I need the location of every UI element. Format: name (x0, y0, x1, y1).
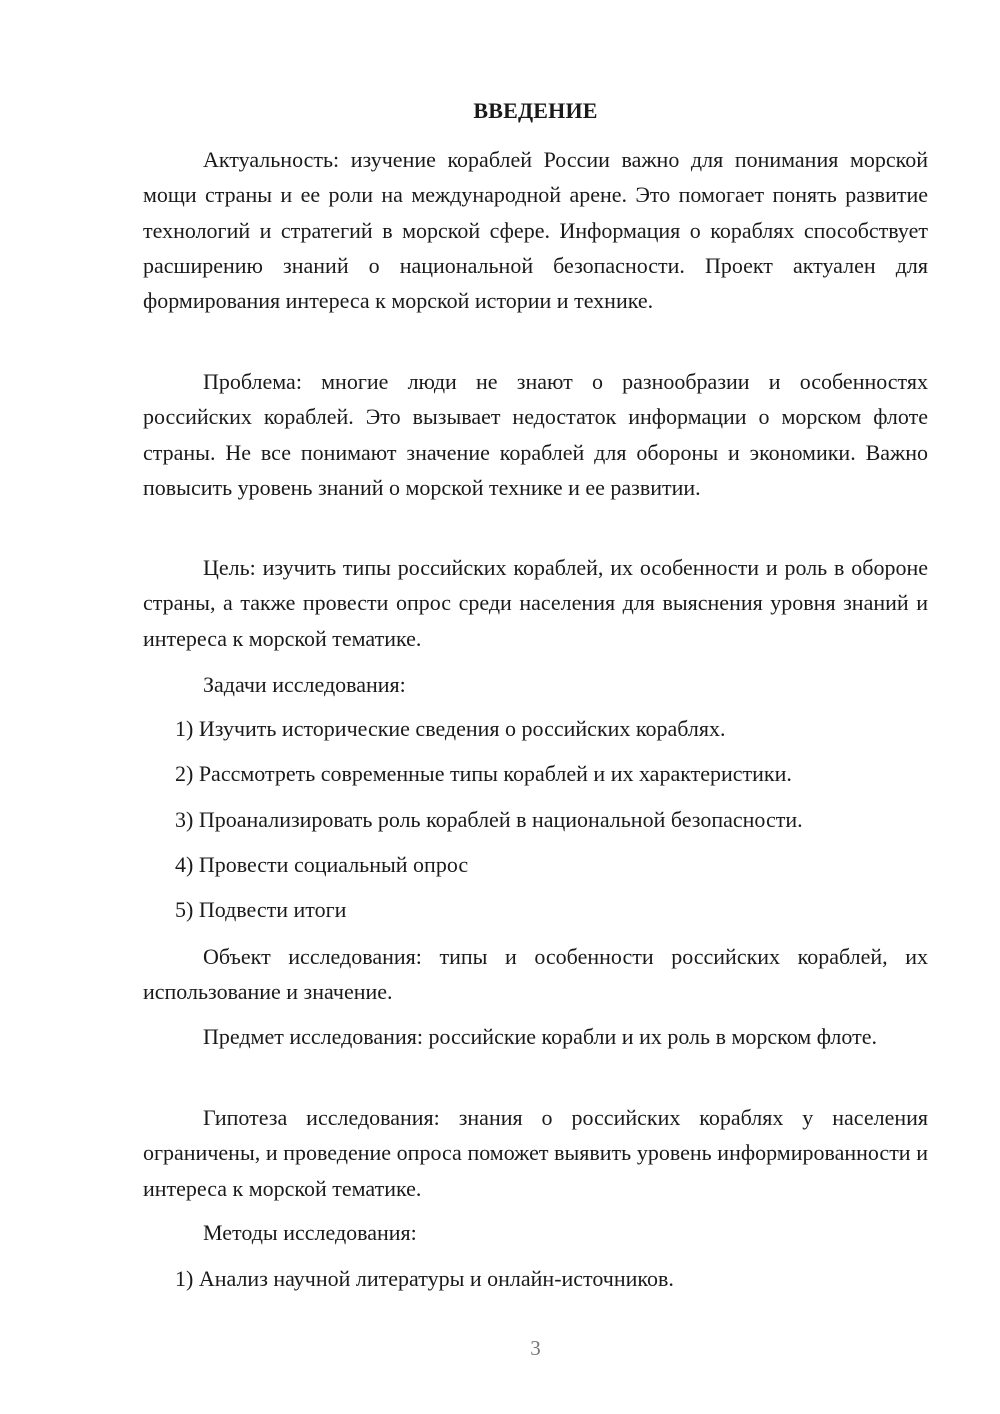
goal-paragraph: Цель: изучить типы российских кораблей, их особенности и роль в обороне страны, а также провести опрос среди населения для выяснения уровня знаний и интереса к морской тематике. (143, 555, 928, 651)
section-title: ВВЕДЕНИЕ (473, 98, 598, 123)
subject-paragraph: Предмет исследования: российские корабли и их роль в морском флоте. (203, 1024, 877, 1049)
list-item: 2) Рассмотреть современные типы кораблей и их характеристики. (175, 761, 792, 786)
problem-paragraph: Проблема: многие люди не знают о разнообразии и особенностях российских кораблей. Это вызывает недостаток информации о морском флоте страны. Не все понимают значение кораблей для обороны и экономики. Важно повысить уровень знаний о морской технике и ее развитии. (143, 369, 928, 500)
list-item: 1) Изучить исторические сведения о российских кораблях. (175, 716, 726, 741)
list-item: 3) Проанализировать роль кораблей в национальной безопасности. (175, 807, 803, 832)
methods-heading: Методы исследования: (203, 1220, 417, 1245)
list-item: 1) Анализ научной литературы и онлайн-источников. (175, 1266, 674, 1291)
list-item: 5) Подвести итоги (175, 897, 347, 922)
object-paragraph: Объект исследования: типы и особенности российских кораблей, их использование и значение. (143, 944, 928, 1005)
hypothesis-paragraph: Гипотеза исследования: знания о российских кораблях у населения ограничены, и проведение опроса поможет выявить уровень информированности и интереса к морской тематике. (143, 1105, 928, 1201)
tasks-heading: Задачи исследования: (203, 672, 406, 697)
list-item: 4) Провести социальный опрос (175, 852, 469, 877)
page-number: 3 (530, 1336, 541, 1360)
relevance-paragraph: Актуальность: изучение кораблей России важно для понимания морской мощи страны и ее роли на международной арене. Это помогает понять развитие технологий и стратегий в морской сфере. Информация о кораблях способствует расширению знаний о национальной безопасности. Проект актуален для формирования интереса к морской истории и технике. (143, 147, 928, 314)
